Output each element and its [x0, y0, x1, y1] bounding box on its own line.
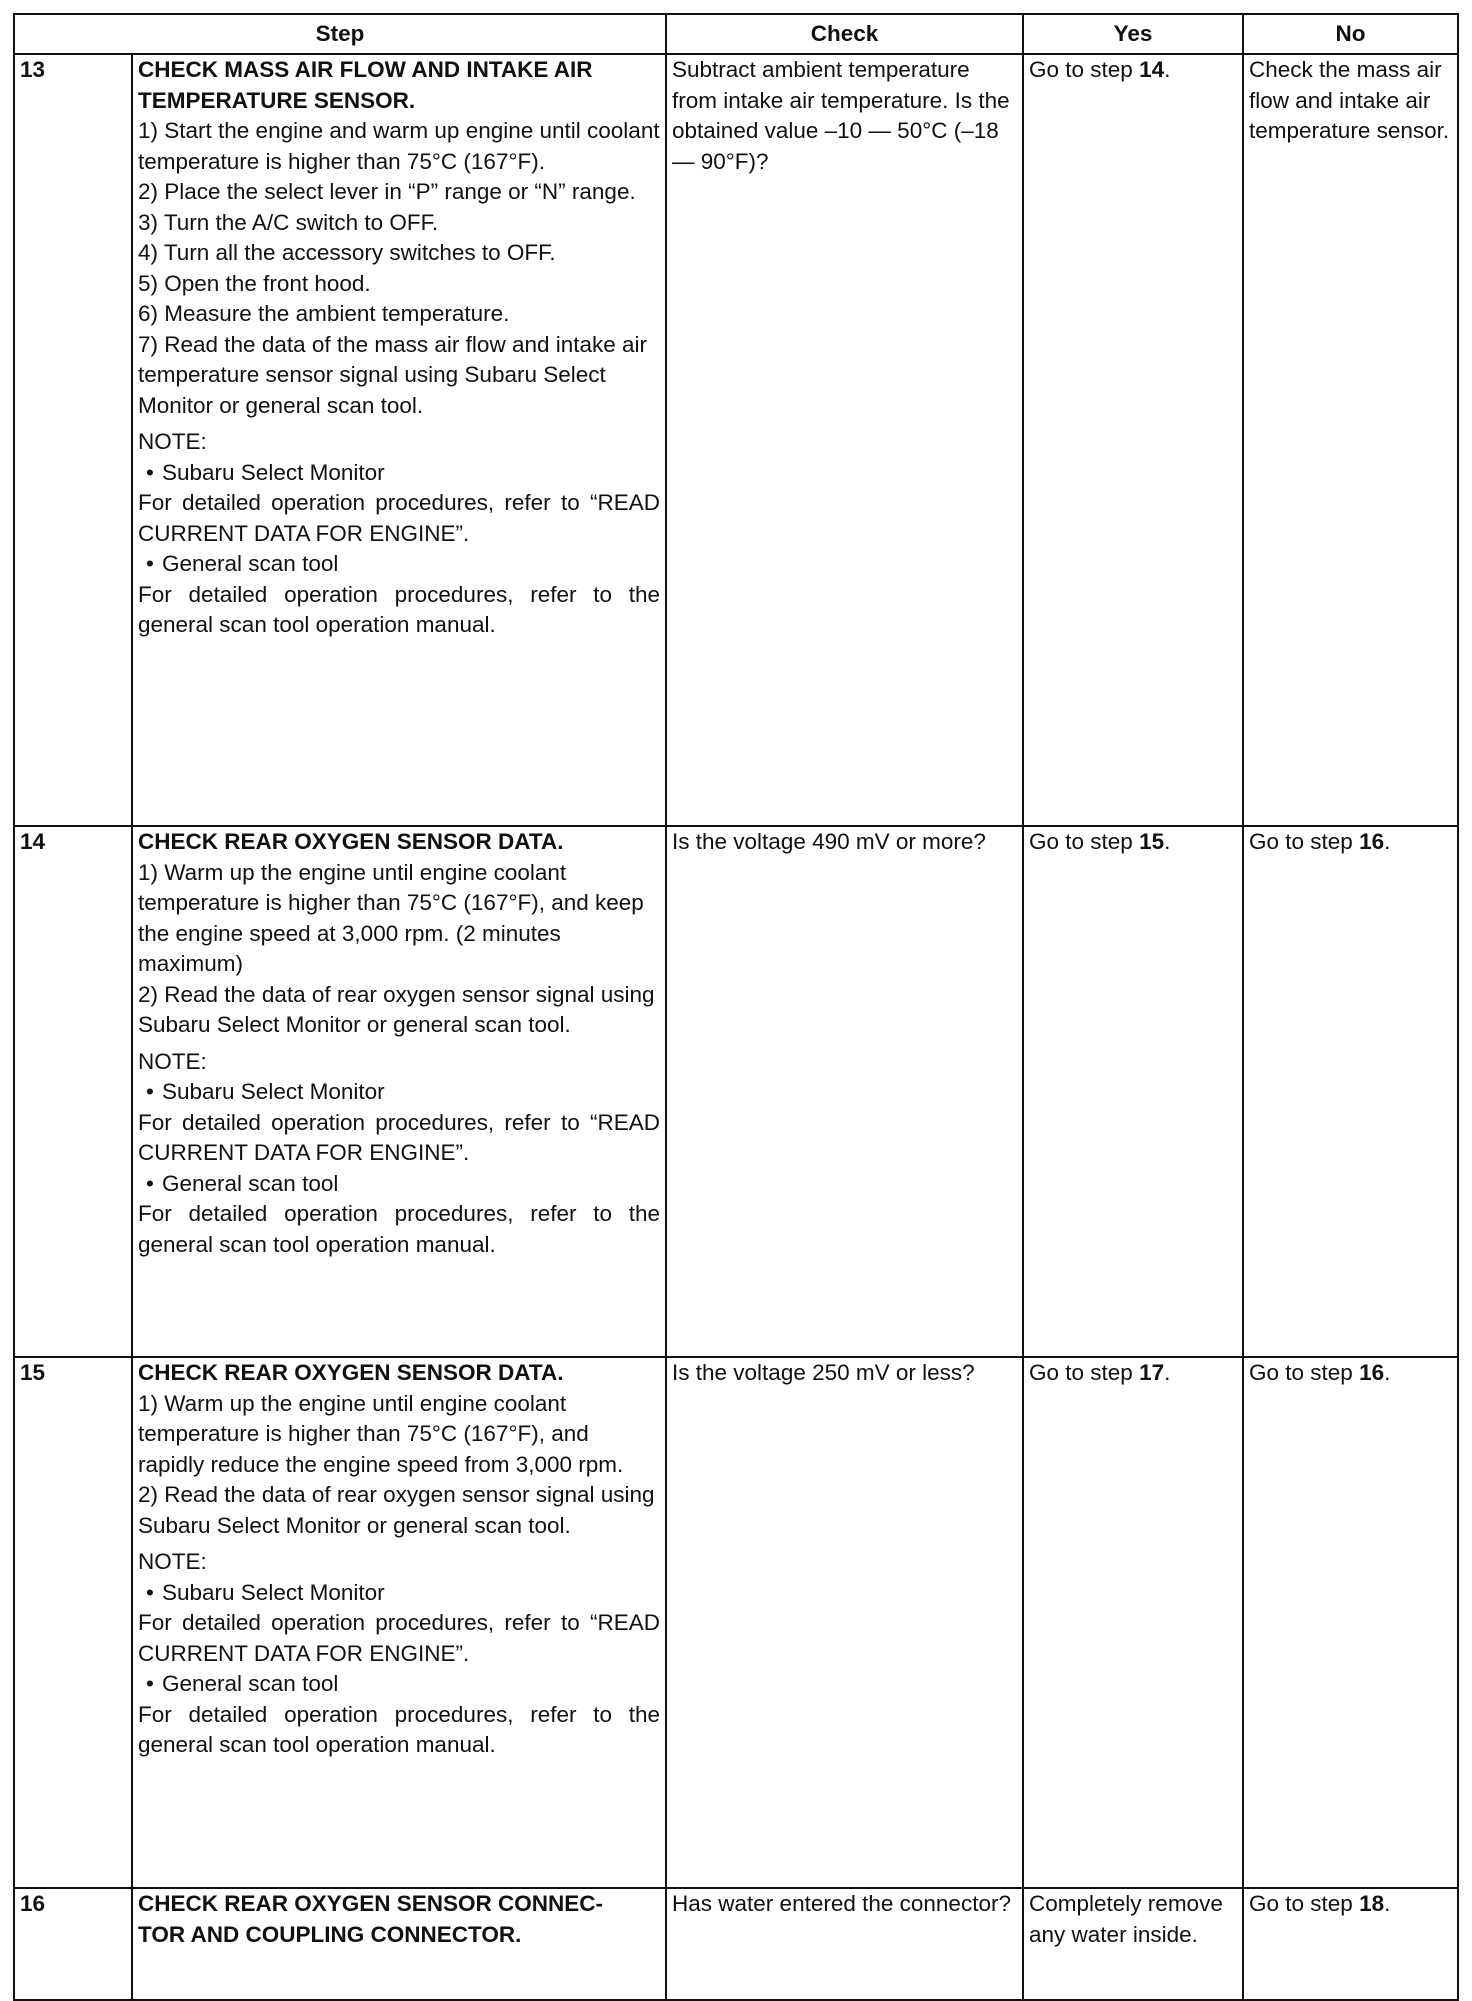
instruction-item: 6) Measure the ambient temperature.	[138, 301, 510, 326]
step-description	[132, 54, 666, 826]
instruction-item: 1) Warm up the engine until engine coolant temperature is higher than 75°C (167°F), and rapidly reduce the engine speed from 3,000 rpm.	[138, 1390, 624, 1477]
instruction-item: 2) Read the data of rear oxygen sensor signal using Subaru Select Monitor or general scan tool.	[138, 1482, 655, 1538]
table-row	[14, 826, 1458, 1357]
check-cell: Subtract ambient temperature from intake air temperature. Is the obtained value –10 — 50°C (–18 — 90°F)?	[666, 54, 1023, 826]
note-text: For detailed operation procedures, refer to “READ CURRENT DATA FOR ENGINE”.	[138, 490, 661, 546]
yes-step-target: 14	[1139, 57, 1165, 82]
instruction-item: 3) Turn the A/C switch to OFF.	[138, 209, 439, 235]
yes-suffix: .	[1164, 1360, 1171, 1385]
no-cell	[1243, 826, 1458, 1357]
step-number: 15	[14, 1357, 132, 1888]
step-title-line: CHECK REAR OXYGEN SENSOR DATA.	[138, 1360, 564, 1385]
note-label: NOTE:	[138, 1048, 207, 1074]
step-description	[132, 1357, 666, 1888]
instruction-item: 4) Turn all the accessory switches to OFF.	[138, 240, 556, 265]
table-row	[14, 54, 1458, 826]
instruction-item: 5) Open the front hood.	[138, 270, 371, 296]
yes-cell: Completely remove any water inside.	[1023, 1888, 1243, 2000]
step-title-line: TOR AND COUPLING CONNECTOR.	[138, 1921, 522, 1947]
step-number: 13	[14, 54, 132, 826]
step-description	[132, 1888, 666, 2000]
no-suffix: .	[1384, 1360, 1391, 1385]
yes-cell	[1023, 1357, 1243, 1888]
no-prefix: Go to step	[1249, 829, 1360, 854]
table-row	[14, 1357, 1458, 1888]
header-no: No	[1243, 14, 1458, 54]
no-suffix: .	[1384, 829, 1391, 854]
step-title-line: CHECK REAR OXYGEN SENSOR DATA.	[138, 829, 564, 854]
check-cell: Is the voltage 490 mV or more?	[666, 826, 1023, 1357]
no-cell	[1243, 1888, 1458, 2000]
yes-prefix: Go to step	[1029, 829, 1140, 854]
yes-step-target: 15	[1139, 829, 1165, 854]
instruction-item: 1) Start the engine and warm up engine until coolant temperature is higher than 75°C (167°F).	[138, 118, 660, 174]
no-step-target: 18	[1359, 1891, 1385, 1916]
note-text: For detailed operation procedures, refer to the general scan tool operation manual.	[138, 1701, 661, 1757]
note-bullet: • General scan tool	[138, 1669, 660, 1700]
note-text: For detailed operation procedures, refer to “READ CURRENT DATA FOR ENGINE”.	[138, 1610, 661, 1666]
diagnostic-procedure-page	[13, 13, 1457, 2001]
header-yes: Yes	[1023, 14, 1243, 54]
note-label: NOTE:	[138, 1549, 207, 1574]
check-cell: Is the voltage 250 mV or less?	[666, 1357, 1023, 1888]
yes-cell	[1023, 826, 1243, 1357]
no-cell: Check the mass air flow and intake air temperature sensor.	[1243, 54, 1458, 826]
note-bullet: • Subaru Select Monitor	[138, 458, 660, 489]
check-cell: Has water entered the connector?	[666, 1888, 1023, 2000]
step-title-line: CHECK MASS AIR FLOW AND INTAKE AIR	[138, 57, 593, 82]
step-number: 16	[14, 1888, 132, 2000]
table-header-row	[14, 14, 1458, 54]
header-check: Check	[666, 14, 1023, 54]
no-prefix: Go to step	[1249, 1360, 1360, 1385]
note-text: For detailed operation procedures, refer to “READ CURRENT DATA FOR ENGINE”.	[138, 1109, 661, 1165]
step-description	[132, 826, 666, 1357]
note-bullet: • General scan tool	[138, 549, 660, 580]
note-bullet: • Subaru Select Monitor	[138, 1578, 660, 1609]
note-bullet: • General scan tool	[138, 1169, 660, 1200]
no-step-target: 16	[1359, 829, 1385, 854]
yes-cell	[1023, 54, 1243, 826]
yes-suffix: .	[1164, 57, 1171, 82]
yes-prefix: Go to step	[1029, 57, 1140, 82]
note-bullet: • Subaru Select Monitor	[138, 1077, 660, 1108]
instruction-item: 2) Place the select lever in “P” range or “N” range.	[138, 179, 636, 204]
no-step-target: 16	[1359, 1360, 1385, 1385]
step-title-line: CHECK REAR OXYGEN SENSOR CONNEC-	[138, 1891, 604, 1916]
yes-step-target: 17	[1139, 1360, 1165, 1385]
note-text: For detailed operation procedures, refer to the general scan tool operation manual.	[138, 581, 661, 637]
instruction-item: 2) Read the data of rear oxygen sensor signal using Subaru Select Monitor or general scan tool.	[138, 981, 655, 1037]
no-cell	[1243, 1357, 1458, 1888]
instruction-item: 1) Warm up the engine until engine coolant temperature is higher than 75°C (167°F), and keep the engine speed at 3,000 rpm. (2 minutes maximum)	[138, 859, 644, 976]
no-prefix: Go to step	[1249, 1891, 1360, 1916]
step-title-line: TEMPERATURE SENSOR.	[138, 87, 416, 113]
note-label: NOTE:	[138, 429, 207, 454]
yes-suffix: .	[1164, 829, 1171, 854]
yes-prefix: Go to step	[1029, 1360, 1140, 1385]
note-text: For detailed operation procedures, refer to the general scan tool operation manual.	[138, 1201, 661, 1257]
no-suffix: .	[1384, 1891, 1391, 1916]
step-number: 14	[14, 826, 132, 1357]
diagnostic-procedure-table	[13, 13, 1459, 2001]
instruction-item: 7) Read the data of the mass air flow and intake air temperature sensor signal using Subaru Select Monitor or general scan tool.	[138, 331, 648, 418]
header-step: Step	[14, 14, 666, 54]
table-row	[14, 1888, 1458, 2000]
